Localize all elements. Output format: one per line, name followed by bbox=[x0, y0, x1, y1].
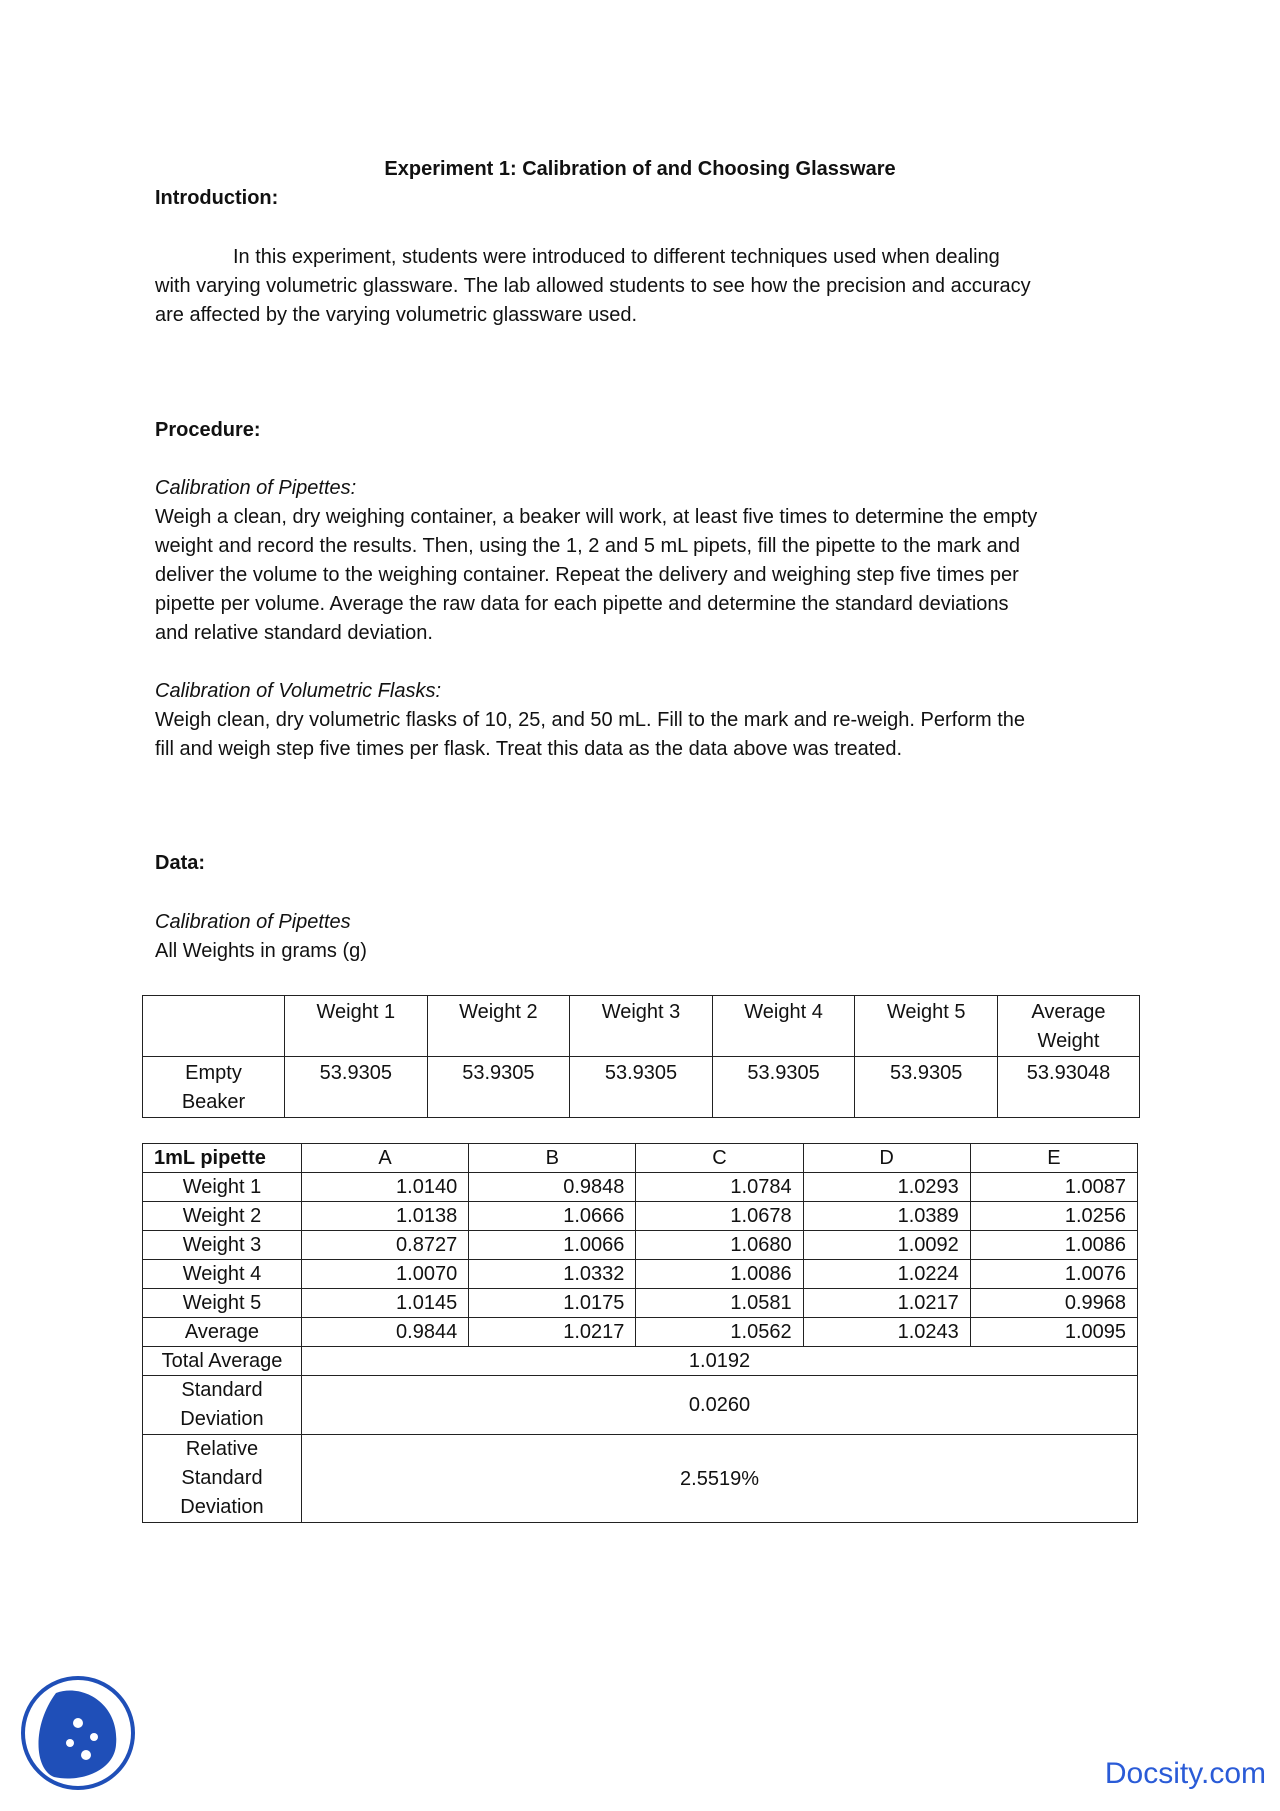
table-cell: 1.0070 bbox=[302, 1260, 469, 1289]
row-label: Weight 4 bbox=[143, 1260, 302, 1289]
table-row bbox=[143, 1173, 1138, 1202]
table-cell: 1.0066 bbox=[469, 1231, 636, 1260]
row-label: Relative Standard Deviation bbox=[143, 1435, 302, 1523]
row-label: Total Average bbox=[143, 1347, 302, 1376]
table-cell: 53.9305 bbox=[427, 1057, 570, 1118]
column-header: D bbox=[803, 1144, 970, 1173]
table-cell: 53.9305 bbox=[855, 1057, 998, 1118]
table-header-row bbox=[143, 996, 1140, 1057]
procedure-line: Weigh a clean, dry weighing container, a beaker will work, at least five times to determine the empty bbox=[155, 506, 1038, 528]
column-header: A bbox=[302, 1144, 469, 1173]
row-label: Average bbox=[143, 1318, 302, 1347]
table-row bbox=[143, 1289, 1138, 1318]
total-average-row bbox=[143, 1347, 1138, 1376]
table-cell: 1.0145 bbox=[302, 1289, 469, 1318]
column-header: B bbox=[469, 1144, 636, 1173]
data-caption bbox=[155, 908, 1140, 966]
row-label: Weight 1 bbox=[143, 1173, 302, 1202]
table-cell: 1.0086 bbox=[636, 1260, 803, 1289]
row-label: Weight 3 bbox=[143, 1231, 302, 1260]
table-cell: 1.0332 bbox=[469, 1260, 636, 1289]
flasks-subheading: Calibration of Volumetric Flasks: bbox=[155, 680, 442, 702]
row-label: Empty Beaker bbox=[143, 1057, 285, 1118]
table-cell: 1.0138 bbox=[302, 1202, 469, 1231]
table-cell: 1.0087 bbox=[970, 1173, 1137, 1202]
row-label: Weight 2 bbox=[143, 1202, 302, 1231]
procedure-line: and relative standard deviation. bbox=[155, 622, 433, 644]
table-cell: 1.0217 bbox=[469, 1318, 636, 1347]
row-label: Standard Deviation bbox=[143, 1376, 302, 1435]
table-cell: 53.9305 bbox=[570, 1057, 713, 1118]
table-cell: 1.0095 bbox=[970, 1318, 1137, 1347]
table-cell: 1.0678 bbox=[636, 1202, 803, 1231]
table-row bbox=[143, 1202, 1138, 1231]
pipettes-procedure bbox=[155, 474, 1140, 648]
intro-line: with varying volumetric glassware. The lab allowed students to see how the precision and accuracy bbox=[155, 275, 1031, 297]
docsity-logo-icon bbox=[20, 1675, 136, 1791]
table-cell: 1.0086 bbox=[970, 1231, 1137, 1260]
table-row bbox=[143, 1318, 1138, 1347]
table-cell: 53.93048 bbox=[998, 1057, 1140, 1118]
table-cell: 1.0680 bbox=[636, 1231, 803, 1260]
table-cell: 1.0076 bbox=[970, 1260, 1137, 1289]
table-cell: 1.0243 bbox=[803, 1318, 970, 1347]
table-header-cell: Weight 3 bbox=[570, 996, 713, 1057]
column-header: E bbox=[970, 1144, 1137, 1173]
table-cell: 1.0217 bbox=[803, 1289, 970, 1318]
table-cell: 1.0224 bbox=[803, 1260, 970, 1289]
procedure-line: weight and record the results. Then, using the 1, 2 and 5 mL pipets, fill the pipette to the mark and bbox=[155, 535, 1020, 557]
table-cell: 1.0562 bbox=[636, 1318, 803, 1347]
introduction-heading: Introduction: bbox=[155, 187, 279, 209]
procedure-line: deliver the volume to the weighing container. Repeat the delivery and weighing step five times per bbox=[155, 564, 1019, 586]
introduction-paragraph bbox=[155, 243, 1140, 330]
pipette-calibration-table bbox=[142, 1143, 1138, 1523]
table-cell: 1.0175 bbox=[469, 1289, 636, 1318]
table-header-row bbox=[143, 1144, 1138, 1173]
std-dev-row bbox=[143, 1376, 1138, 1435]
table-header-cell: Weight 5 bbox=[855, 996, 998, 1057]
beaker-weights-table bbox=[142, 995, 1140, 1118]
table-cell: 53.9305 bbox=[712, 1057, 855, 1118]
table-header-cell bbox=[143, 996, 285, 1057]
table-cell: 0.8727 bbox=[302, 1231, 469, 1260]
total-average-value: 1.0192 bbox=[302, 1347, 1138, 1376]
table-header-cell: Average Weight bbox=[998, 996, 1140, 1057]
table-cell: 1.0293 bbox=[803, 1173, 970, 1202]
page-title: Experiment 1: Calibration of and Choosing Glassware bbox=[384, 158, 896, 180]
table-row bbox=[143, 1260, 1138, 1289]
table-header-cell: Weight 1 bbox=[285, 996, 428, 1057]
procedure-line: fill and weigh step five times per flask. Treat this data as the data above was treated. bbox=[155, 738, 903, 760]
corner-label: 1mL pipette bbox=[143, 1144, 302, 1173]
units-note: All Weights in grams (g) bbox=[155, 940, 367, 962]
table-cell: 1.0092 bbox=[803, 1231, 970, 1260]
table-cell: 1.0784 bbox=[636, 1173, 803, 1202]
table-cell: 1.0666 bbox=[469, 1202, 636, 1231]
table-cell: 53.9305 bbox=[285, 1057, 428, 1118]
data-subheading: Calibration of Pipettes bbox=[155, 911, 351, 933]
table-cell: 1.0140 bbox=[302, 1173, 469, 1202]
pipettes-subheading: Calibration of Pipettes: bbox=[155, 477, 357, 499]
intro-line: are affected by the varying volumetric glassware used. bbox=[155, 304, 638, 326]
std-dev-value: 0.0260 bbox=[302, 1376, 1138, 1435]
table-cell: 1.0581 bbox=[636, 1289, 803, 1318]
table-row bbox=[143, 1057, 1140, 1118]
intro-line: In this experiment, students were introduced to different techniques used when dealing bbox=[233, 246, 1000, 268]
procedure-line: Weigh clean, dry volumetric flasks of 10, 25, and 50 mL. Fill to the mark and re-weigh. Perform the bbox=[155, 709, 1026, 731]
table-cell: 0.9844 bbox=[302, 1318, 469, 1347]
table-cell: 0.9968 bbox=[970, 1289, 1137, 1318]
table-cell: 0.9848 bbox=[469, 1173, 636, 1202]
row-label: Weight 5 bbox=[143, 1289, 302, 1318]
rel-std-dev-value: 2.5519% bbox=[302, 1435, 1138, 1523]
procedure-heading: Procedure: bbox=[155, 419, 261, 441]
procedure-line: pipette per volume. Average the raw data for each pipette and determine the standard deviations bbox=[155, 593, 1009, 615]
table-cell: 1.0256 bbox=[970, 1202, 1137, 1231]
table-header-cell: Weight 2 bbox=[427, 996, 570, 1057]
table-header-cell: Weight 4 bbox=[712, 996, 855, 1057]
table-cell: 1.0389 bbox=[803, 1202, 970, 1231]
data-heading: Data: bbox=[155, 852, 206, 874]
rel-std-dev-row bbox=[143, 1435, 1138, 1523]
brand-watermark[interactable]: Docsity.com bbox=[1104, 1757, 1266, 1790]
column-header: C bbox=[636, 1144, 803, 1173]
table-row bbox=[143, 1231, 1138, 1260]
flasks-procedure bbox=[155, 677, 1140, 764]
